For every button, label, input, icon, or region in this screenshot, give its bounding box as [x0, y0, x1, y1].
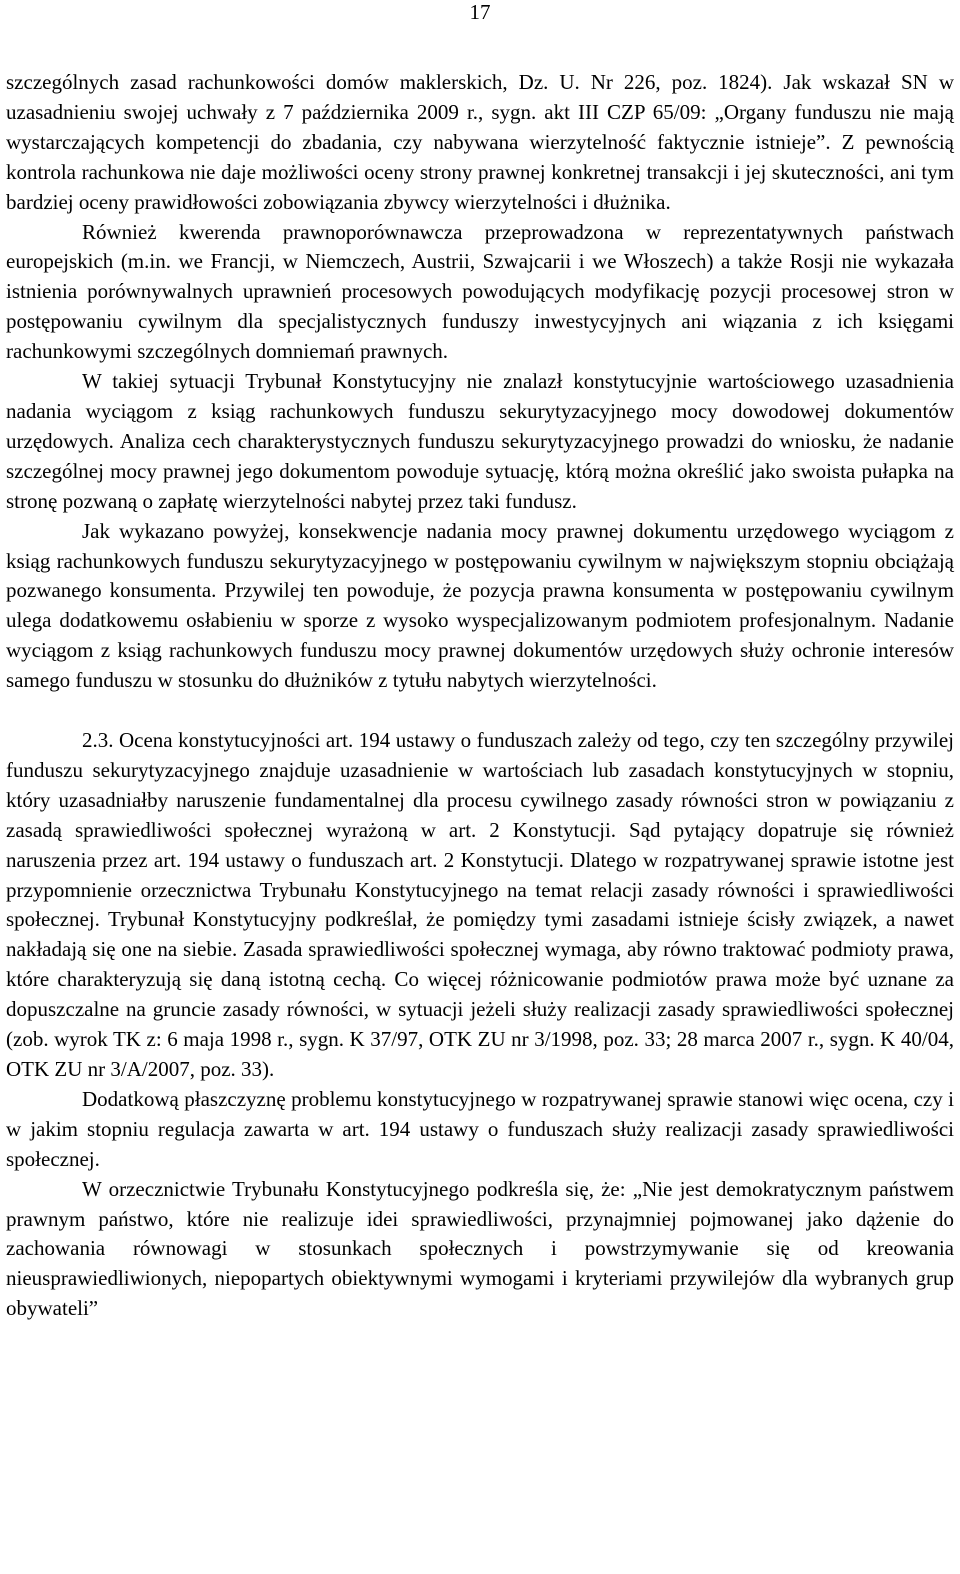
page-number: 17 [469, 0, 491, 24]
section-paragraph-2-3: 2.3. Ocena konstytucyjności art. 194 ustawy o funduszach zależy od tego, czy ten szczególny przywilej funduszu sekurytyzacyjnego znajduje uzasadnienie w wartościach lub zasadach konstytucyjnych w stopniu, który uzasadniałby naruszenie fundamentalnej dla procesu cywilnego zasady równości stron w powiązaniu z zasadą sprawiedliwości społecznej wyrażoną w art. 2 Konstytucji. Sąd pytający dopatruje się również naruszenia przez art. 194 ustawy o funduszach art. 2 Konstytucji. Dlatego w rozpatrywanej sprawie istotne jest przypomnienie orzecznictwa Trybunału Konstytucyjnego na temat relacji zasady równości i sprawiedliwości społecznej. Trybunał Konstytucyjny podkreślał, że pomiędzy tymi zasadami istnieje ścisły związek, a nawet nakładają się one na siebie. Zasada sprawiedliwości społecznej wymaga, aby równo traktować podmioty prawa, które charakteryzują się daną istotną cechą. Co więcej różnicowanie podmiotów prawa może być uznane za dopuszczalne na gruncie zasady równości, w sytuacji jeżeli służy realizacji zasady sprawiedliwości społecznej (zob. wyrok TK z: 6 maja 1998 r., sygn. K 37/97, OTK ZU nr 3/1998, poz. 33; 28 marca 2007 r., sygn. K 40/04, OTK ZU nr 3/A/2007, poz. 33). [6, 728, 954, 1081]
paragraph: Jak wykazano powyżej, konsekwencje nadania mocy prawnej dokumentu urzędowego wyciągom z ksiąg rachunkowych funduszu sekurytyzacyjnego w postępowaniu cywilnym w największym stopniu obciążają pozwanego konsumenta. Przywilej ten powoduje, że pozycja prawna konsumenta w postępowaniu cywilnym ulega dodatkowemu osłabieniu w sporze z wysoko wyspecjalizowanym podmiotem profesjonalnym. Nadanie wyciągom z ksiąg rachunkowych funduszu mocy prawnej dokumentów urzędowych służy ochronie interesów samego funduszu w stosunku do dłużników z tytułu nabytych wierzytelności. [6, 518, 954, 693]
paragraph: szczególnych zasad rachunkowości domów maklerskich, Dz. U. Nr 226, poz. 1824). Jak wskazał SN w uzasadnieniu swojej uchwały z 7 października 2009 r., sygn. akt III CZP 65/09: „Organy funduszu nie mają wystarczających kompetencji do zbadania, czy nabywana wierzytelność faktycznie istnieje”. Z pewnością kontrola rachunkowa nie daje możliwości oceny strony prawnej konkretnej transakcji i jej skuteczności, ani tym bardziej oceny prawidłowości zobowiązania zbywcy wierzytelności i dłużnika. [6, 70, 954, 214]
paragraph: Również kwerenda prawnoporównawcza przeprowadzona w reprezentatywnych państwach europejskich (m.in. we Francji, w Niemczech, Austrii, Szwajcarii i we Włoszech) a także Rosji nie wykazała istnienia porównywalnych uprawnień procesowych powodujących modyfikację pozycji procesowej stron w postępowaniu cywilnym dla specjalistycznych funduszy inwestycyjnych ani wiązania z ich księgami rachunkowymi szczególnych domniemań prawnych. [6, 219, 954, 364]
document-body [6, 68, 954, 1324]
paragraph: Dodatkową płaszczyznę problemu konstytucyjnego w rozpatrywanej sprawie stanowi więc ocena, czy i w jakim stopniu regulacja zawarta w art. 194 ustawy o funduszach służy realizacji zasady sprawiedliwości społecznej. [6, 1086, 954, 1171]
paragraph: W takiej sytuacji Trybunał Konstytucyjny nie znalazł konstytucyjnie wartościowego uzasadnienia nadania wyciągom z ksiąg rachunkowych funduszu sekurytyzacyjnego mocy dowodowej dokumentów urzędowych. Analiza cech charakterystycznych funduszu sekurytyzacyjnego prowadzi do wniosku, że nadanie szczególnej mocy prawnej jego dokumentom powoduje sytuację, którą można określić jako swoista pułapka na stronę pozwaną o zapłatę wierzytelności nabytej przez taki fundusz. [6, 369, 954, 513]
paragraph: W orzecznictwie Trybunału Konstytucyjnego podkreśla się, że: „Nie jest demokratycznym państwem prawnym państwo, które nie realizuje idei sprawiedliwości, przynajmniej pojmowanej jako dążenie do zachowania równowagi w stosunkach społecznych i powstrzymywanie się od kreowania nieusprawiedliwionych, niepopartych obiektywnymi wymogami i kryteriami przywilejów dla wybranych grup obywateli” [6, 1176, 954, 1321]
